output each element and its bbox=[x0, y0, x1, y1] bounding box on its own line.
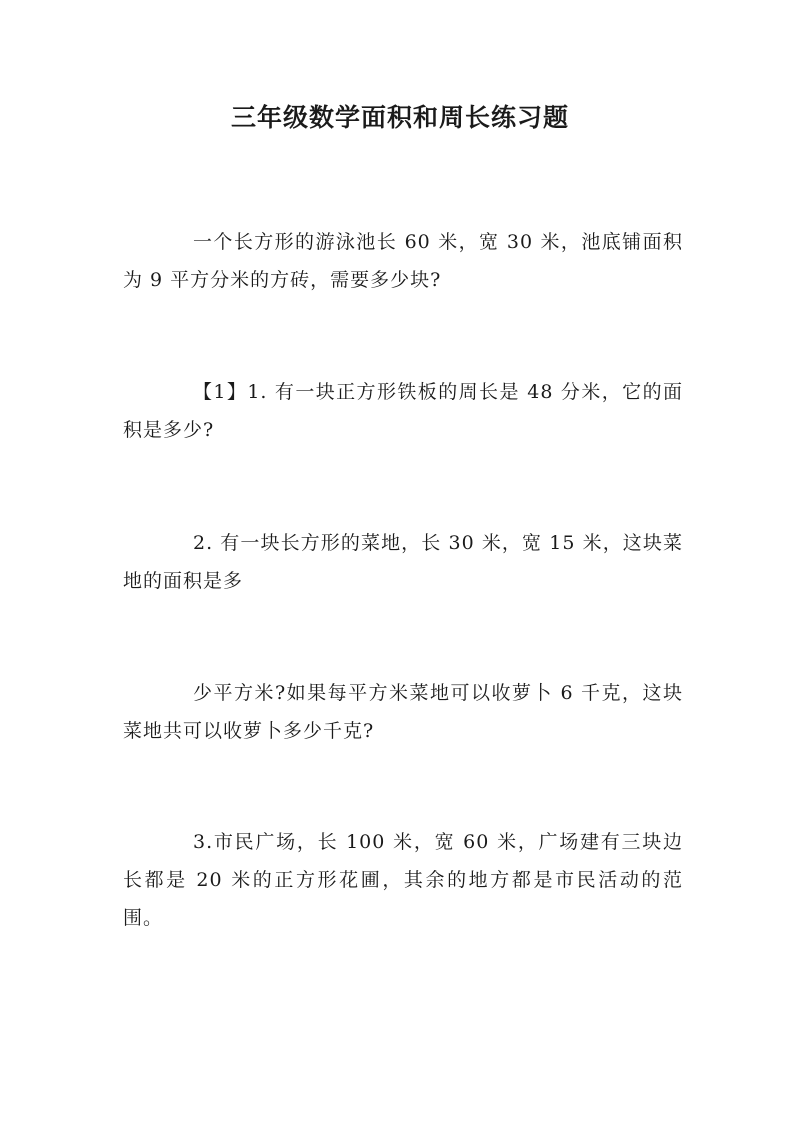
question-paragraph: 【1】1. 有一块正方形铁板的周长是 48 分米，它的面积是多少? bbox=[123, 381, 683, 441]
question-paragraph: 少平方米?如果每平方米菜地可以收萝卜 6 千克，这块菜地共可以收萝卜多少千克? bbox=[123, 682, 683, 742]
question-paragraph: 一个长方形的游泳池长 60 米，宽 30 米，池底铺面积为 9 平方分米的方砖，需要多少块? bbox=[123, 231, 683, 291]
page-title: 三年级数学面积和周长练习题 bbox=[230, 103, 569, 132]
question-paragraph: 2. 有一块长方形的菜地，长 30 米，宽 15 米，这块菜地的面积是多 bbox=[123, 532, 683, 592]
question-paragraph: 3.市民广场，长 100 米，宽 60 米，广场建有三块边长都是 20 米的正方形花圃，其余的地方都是市民活动的范围。 bbox=[123, 831, 683, 929]
